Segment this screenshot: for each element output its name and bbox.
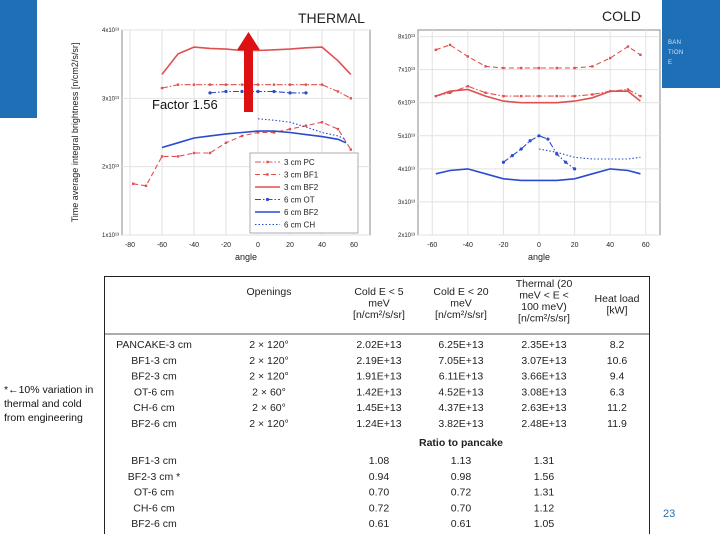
data-point xyxy=(556,95,558,97)
x-tick-label: 60 xyxy=(641,242,650,249)
data-point xyxy=(350,97,352,99)
table-header-text: 100 meV) xyxy=(521,301,567,313)
ratio-cell: 1.05 xyxy=(533,518,555,531)
table-cell: 9.4 xyxy=(609,370,625,383)
legend-entry: 6 cm BF2 xyxy=(284,208,319,217)
ratio-cell: CH-6 cm xyxy=(133,502,175,515)
table-cell: 2 × 120° xyxy=(249,354,289,367)
data-point xyxy=(538,67,540,69)
table-cell: 2.35E+13 xyxy=(521,339,567,351)
table-cell: 2 × 120° xyxy=(249,370,289,383)
ratio-cell: BF1-3 cm xyxy=(131,455,177,467)
data-point xyxy=(537,134,540,137)
x-tick-label: -20 xyxy=(220,242,232,249)
table-cell: 6.3 xyxy=(609,386,625,399)
data-point xyxy=(225,83,227,85)
ratio-cell: 1.13 xyxy=(450,455,472,467)
legend-entry: 3 cm PC xyxy=(284,158,315,167)
x-tick-label: 40 xyxy=(606,242,615,249)
data-point xyxy=(193,152,195,154)
chart-legend xyxy=(250,153,358,233)
thermal-title: THERMAL xyxy=(298,10,365,26)
data-point xyxy=(224,90,227,93)
data-point xyxy=(145,185,147,187)
x-tick-label: -80 xyxy=(124,242,136,249)
table-cell: 3.82E+13 xyxy=(438,418,484,430)
table-cell: 3.66E+13 xyxy=(521,370,567,383)
ratio-cell: 0.72 xyxy=(368,502,390,515)
table-cell: 3.08E+13 xyxy=(521,386,567,399)
legend-entry: 6 cm OT xyxy=(284,195,315,205)
cold-chart xyxy=(398,30,660,262)
table-cell: 11.9 xyxy=(607,418,627,430)
data-point xyxy=(502,95,504,97)
data-point xyxy=(272,90,275,93)
data-point xyxy=(208,91,211,94)
table-cell: BF2-6 cm xyxy=(131,418,177,430)
table-cell: 10.6 xyxy=(606,354,628,367)
x-tick-label: 20 xyxy=(570,242,579,249)
data-point xyxy=(467,85,469,87)
variation-note: *←10% variation in thermal and cold from engineering xyxy=(4,384,94,424)
data-point xyxy=(538,95,540,97)
data-point xyxy=(209,83,211,85)
legend-marker xyxy=(266,173,268,175)
ratio-cell: 1.12 xyxy=(533,502,555,515)
y-tick-label: 4x10¹³ xyxy=(397,166,415,173)
data-point xyxy=(627,45,629,47)
data-point xyxy=(639,54,641,56)
ratio-cell: 1.31 xyxy=(533,486,555,499)
ratio-cell: 1.56 xyxy=(533,470,555,483)
y-tick-label: 7x10¹³ xyxy=(397,67,415,74)
data-point xyxy=(257,83,259,85)
data-point xyxy=(529,139,532,142)
cold-title: COLD xyxy=(602,8,641,24)
data-point xyxy=(193,83,195,85)
legend-entry: 3 cm BF1 xyxy=(284,170,319,180)
data-point xyxy=(209,152,211,154)
table-header-text: Cold E < 20 xyxy=(433,286,489,298)
table-header-text: Thermal (20 xyxy=(515,278,573,290)
table-cell: 2 × 60° xyxy=(252,402,286,415)
data-point xyxy=(321,83,323,85)
x-tick-label: -60 xyxy=(427,242,438,249)
data-point xyxy=(511,154,514,157)
table-cell: 2 × 120° xyxy=(249,418,289,430)
y-tick-label: 2x10¹³ xyxy=(101,164,119,171)
data-point xyxy=(241,135,243,137)
table-cell: 1.42E+13 xyxy=(356,386,402,399)
data-point xyxy=(591,93,593,95)
data-point xyxy=(639,95,641,97)
table-cell: 4.37E+13 xyxy=(438,402,484,415)
legend-entry: 6 cm CH xyxy=(284,220,316,230)
table-cell: 1.45E+13 xyxy=(356,402,402,415)
table-header-text: Heat load xyxy=(594,293,640,305)
data-point xyxy=(520,147,523,150)
table-cell: 2.02E+13 xyxy=(356,339,402,351)
data-point xyxy=(161,155,163,157)
legend-marker xyxy=(266,161,268,163)
ratio-cell: 0.70 xyxy=(368,486,390,499)
legend-entry: 3 cm BF2 xyxy=(284,183,319,192)
table-cell: 2 × 120° xyxy=(249,339,289,351)
x-axis-label: angle xyxy=(527,252,551,262)
table-header-text: meV < E < xyxy=(519,289,569,302)
results-table xyxy=(104,276,650,536)
ratio-cell: 1.31 xyxy=(533,455,555,467)
y-tick-label: 8x10¹³ xyxy=(397,34,415,41)
data-point xyxy=(609,57,611,59)
y-tick-label: 1x10¹³ xyxy=(101,233,119,239)
data-point xyxy=(627,88,629,90)
table-cell: OT-6 cm xyxy=(133,386,175,399)
table-cell: 2.63E+13 xyxy=(521,402,567,415)
x-tick-label: 0 xyxy=(256,242,260,249)
table-cell: 3.07E+13 xyxy=(521,354,567,367)
data-point xyxy=(273,83,275,85)
data-point xyxy=(591,65,593,67)
x-tick-label: -60 xyxy=(156,242,168,249)
data-point xyxy=(225,142,227,144)
x-tick-label: -20 xyxy=(498,242,509,249)
data-point xyxy=(132,183,134,185)
data-point xyxy=(546,138,549,141)
table-header-text: [n/cm²/s/sr] xyxy=(353,309,405,321)
data-point xyxy=(305,124,307,126)
data-point xyxy=(484,65,486,67)
data-point xyxy=(289,83,291,85)
data-point xyxy=(556,67,558,69)
y-tick-label: 5x10¹³ xyxy=(397,133,415,140)
table-header-text: Cold E < 5 xyxy=(354,286,404,298)
results-table-content xyxy=(104,278,650,530)
y-tick-label: 4x10¹³ xyxy=(101,28,119,34)
y-tick-label: 2x10¹³ xyxy=(397,233,415,239)
table-cell: CH-6 cm xyxy=(133,402,175,415)
data-point xyxy=(337,90,339,92)
x-tick-label: 0 xyxy=(537,242,541,249)
legend-marker xyxy=(266,198,269,201)
table-header-text: [n/cm²/s/sr] xyxy=(435,309,487,321)
data-point xyxy=(502,67,504,69)
data-point xyxy=(484,92,486,94)
ratio-section-title: Ratio to pancake xyxy=(418,437,504,449)
data-point xyxy=(573,67,575,69)
data-point xyxy=(337,128,339,130)
data-point xyxy=(241,83,243,85)
data-point xyxy=(321,121,323,123)
data-point xyxy=(161,87,163,89)
table-cell: BF1-3 cm xyxy=(131,354,177,367)
table-cell: 2.48E+13 xyxy=(521,418,567,430)
corner-text-line: E xyxy=(668,60,673,66)
data-point xyxy=(177,155,179,157)
data-point xyxy=(564,161,567,164)
table-cell: 1.24E+13 xyxy=(356,418,402,430)
data-point xyxy=(304,91,307,94)
ratio-cell: 0.61 xyxy=(450,518,472,531)
table-cell: 6.11E+13 xyxy=(438,370,484,383)
data-point xyxy=(449,44,451,46)
table-cell: 4.52E+13 xyxy=(438,386,484,399)
ratio-cell: 0.72 xyxy=(450,486,472,499)
data-point xyxy=(256,90,259,93)
x-axis-label: angle xyxy=(234,252,258,262)
page-number: 23 xyxy=(663,508,676,520)
data-point xyxy=(573,95,575,97)
table-cell: 11.2 xyxy=(607,402,627,415)
y-tick-label: 6x10¹³ xyxy=(397,100,415,107)
y-tick-label: 3x10¹³ xyxy=(101,96,119,103)
data-point xyxy=(177,83,179,85)
data-point xyxy=(435,49,437,51)
data-point xyxy=(289,128,291,130)
table-cell: BF2-3 cm xyxy=(131,370,177,383)
data-point xyxy=(350,148,352,150)
data-point xyxy=(555,152,558,155)
table-cell: 2.19E+13 xyxy=(356,354,402,367)
ratio-cell: 0.94 xyxy=(368,470,390,483)
ratio-cell: BF2-3 cm * xyxy=(127,470,181,483)
table-header-text: meV xyxy=(368,297,390,310)
table-header-text: meV xyxy=(450,297,472,310)
data-point xyxy=(288,91,291,94)
data-point xyxy=(520,67,522,69)
ratio-cell: 1.08 xyxy=(368,455,390,467)
table-header-text: Openings xyxy=(246,286,292,298)
x-tick-label: 60 xyxy=(350,242,358,249)
x-tick-label: 20 xyxy=(286,242,294,249)
factor-label: Factor 1.56 xyxy=(152,97,218,112)
y-axis-label: Time average integral brightness [n/cm2/s/sr] xyxy=(70,42,80,223)
data-point xyxy=(467,55,469,57)
x-tick-label: -40 xyxy=(188,242,200,249)
x-tick-label: 40 xyxy=(318,242,326,249)
data-point xyxy=(573,167,576,170)
corner-text-line: BAN xyxy=(668,40,682,46)
table-cell: 7.05E+13 xyxy=(438,354,484,367)
ratio-cell: OT-6 cm xyxy=(133,486,175,499)
table-cell: 6.25E+13 xyxy=(438,339,484,351)
y-tick-label: 3x10¹³ xyxy=(397,199,415,206)
corner-text-line: TION xyxy=(668,50,684,56)
table-cell: 1.91E+13 xyxy=(356,370,402,383)
table-cell: 8.2 xyxy=(609,339,625,351)
ratio-cell: BF2-6 cm xyxy=(131,518,177,531)
table-header-text: [kW] xyxy=(606,304,628,317)
ratio-cell: 0.98 xyxy=(450,470,472,483)
ratio-cell: 0.70 xyxy=(450,502,472,515)
ratio-cell: 0.61 xyxy=(368,518,390,531)
data-point xyxy=(240,90,243,93)
table-cell: 2 × 60° xyxy=(252,386,286,399)
data-point xyxy=(305,83,307,85)
table-header-text: [n/cm²/s/sr] xyxy=(518,312,570,325)
x-tick-label: -40 xyxy=(462,242,473,249)
data-point xyxy=(520,95,522,97)
table-cell: PANCAKE-3 cm xyxy=(116,339,192,351)
data-point xyxy=(502,161,505,164)
